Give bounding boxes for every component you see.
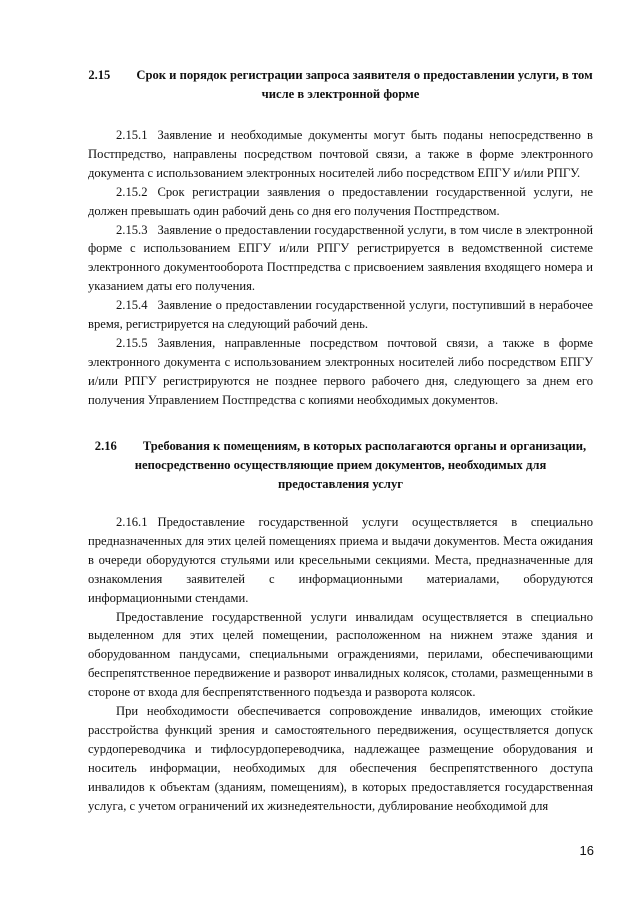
paragraph [88,126,593,183]
paragraph-text: Срок регистрации заявления о предоставлении государственной услуги, не должен превышать один рабочий день со дня его получения Постпредством. [88,184,593,218]
paragraph-text: Предоставление государственной услуги осуществляется в специально предназначенных для этих целей помещениях приема и выдачи документов. Места ожидания в очереди оборудуются стульями или кресельными секциями. Места, предназначенные для ознакомления заявителей с информационными материалами, оборудуются информационными стендами. [88,515,593,605]
paragraph-number: 2.15.4 [116,298,148,313]
section-body-2-16 [88,513,593,816]
paragraph-number: 2.15.2 [116,184,148,199]
section-number: 2.16 [94,439,117,453]
paragraph [88,513,593,608]
paragraph [88,221,593,297]
paragraph-text: Заявление и необходимые документы могут быть поданы непосредственно в Постпредство, направлены посредством почтовой связи, а также в форме электронного документа с использованием электронных носителей либо посредством ЕПГУ и/или РПГУ. [88,128,593,180]
paragraph-text: Заявление о предоставлении государственной услуги, поступивший в нерабочее время, регистрируется на следующий рабочий день. [88,298,593,332]
paragraph-text: Заявления, направленные посредством почтовой связи, а также в форме электронного документа с использованием электронных носителей либо посредством ЕПГУ и/или РПГУ регистрируются не позднее первого рабочего дня, следующего за днем его получения Управлением Постпредства с копиями необходимых документов. [88,335,593,407]
page-number: 16 [579,843,594,858]
paragraph [88,296,593,334]
paragraph [88,608,593,703]
section-title: Требования к помещениям, в которых располагаются органы и организации, непосредственно осуществляющие прием документов, необходимых для предоставления услуг [134,439,587,491]
paragraph [88,183,593,221]
paragraph-number: 2.16.1 [116,515,148,529]
paragraph-number: 2.15.3 [116,222,148,237]
paragraph [88,702,593,815]
section-heading-2-15 [88,66,593,104]
paragraph-number: 2.15.5 [116,335,148,350]
paragraph-text: Предоставление государственной услуги инвалидам осуществляется в специально выделенном для этих целей помещении, расположенном на нижнем этаже здания и оборудованном пандусами, специальными ограждениями, перилами, обеспечивающими беспрепятственное передвижение и разворот инвалидных колясок, столами, размещенными в стороне от входа для беспрепятственного подъезда и разворота колясок. [88,609,593,700]
section-title: Срок и порядок регистрации запроса заявителя о предоставлении услуги, в том числе в электронной форме [136,68,593,101]
section-number: 2.15 [88,68,111,82]
section-body-2-15 [88,126,593,410]
paragraph-text: При необходимости обеспечивается сопровождение инвалидов, имеющих стойкие расстройства функций зрения и самостоятельного передвижения, осуществляется допуск сурдопереводчика и тифлосурдопереводчика, надлежащее размещение оборудования и носитель информации, необходимых для обеспечения беспрепятственного доступа инвалидов к объектам (зданиям, помещениям), в которых предоставляется государственная услуга, с учетом ограничений их жизнедеятельности, дублирование необходимой для [88,704,593,813]
paragraph [88,334,593,410]
paragraph-text: Заявление о предоставлении государственной услуги, в том числе в электронной форме с использованием ЕПГУ и/или РПГУ регистрируется в ведомственной системе электронного документооборота Постпредства с присвоением заявления входящего номера и указанием даты его получения. [88,222,593,294]
section-heading-2-16 [88,437,593,494]
paragraph-number: 2.15.1 [116,128,148,142]
